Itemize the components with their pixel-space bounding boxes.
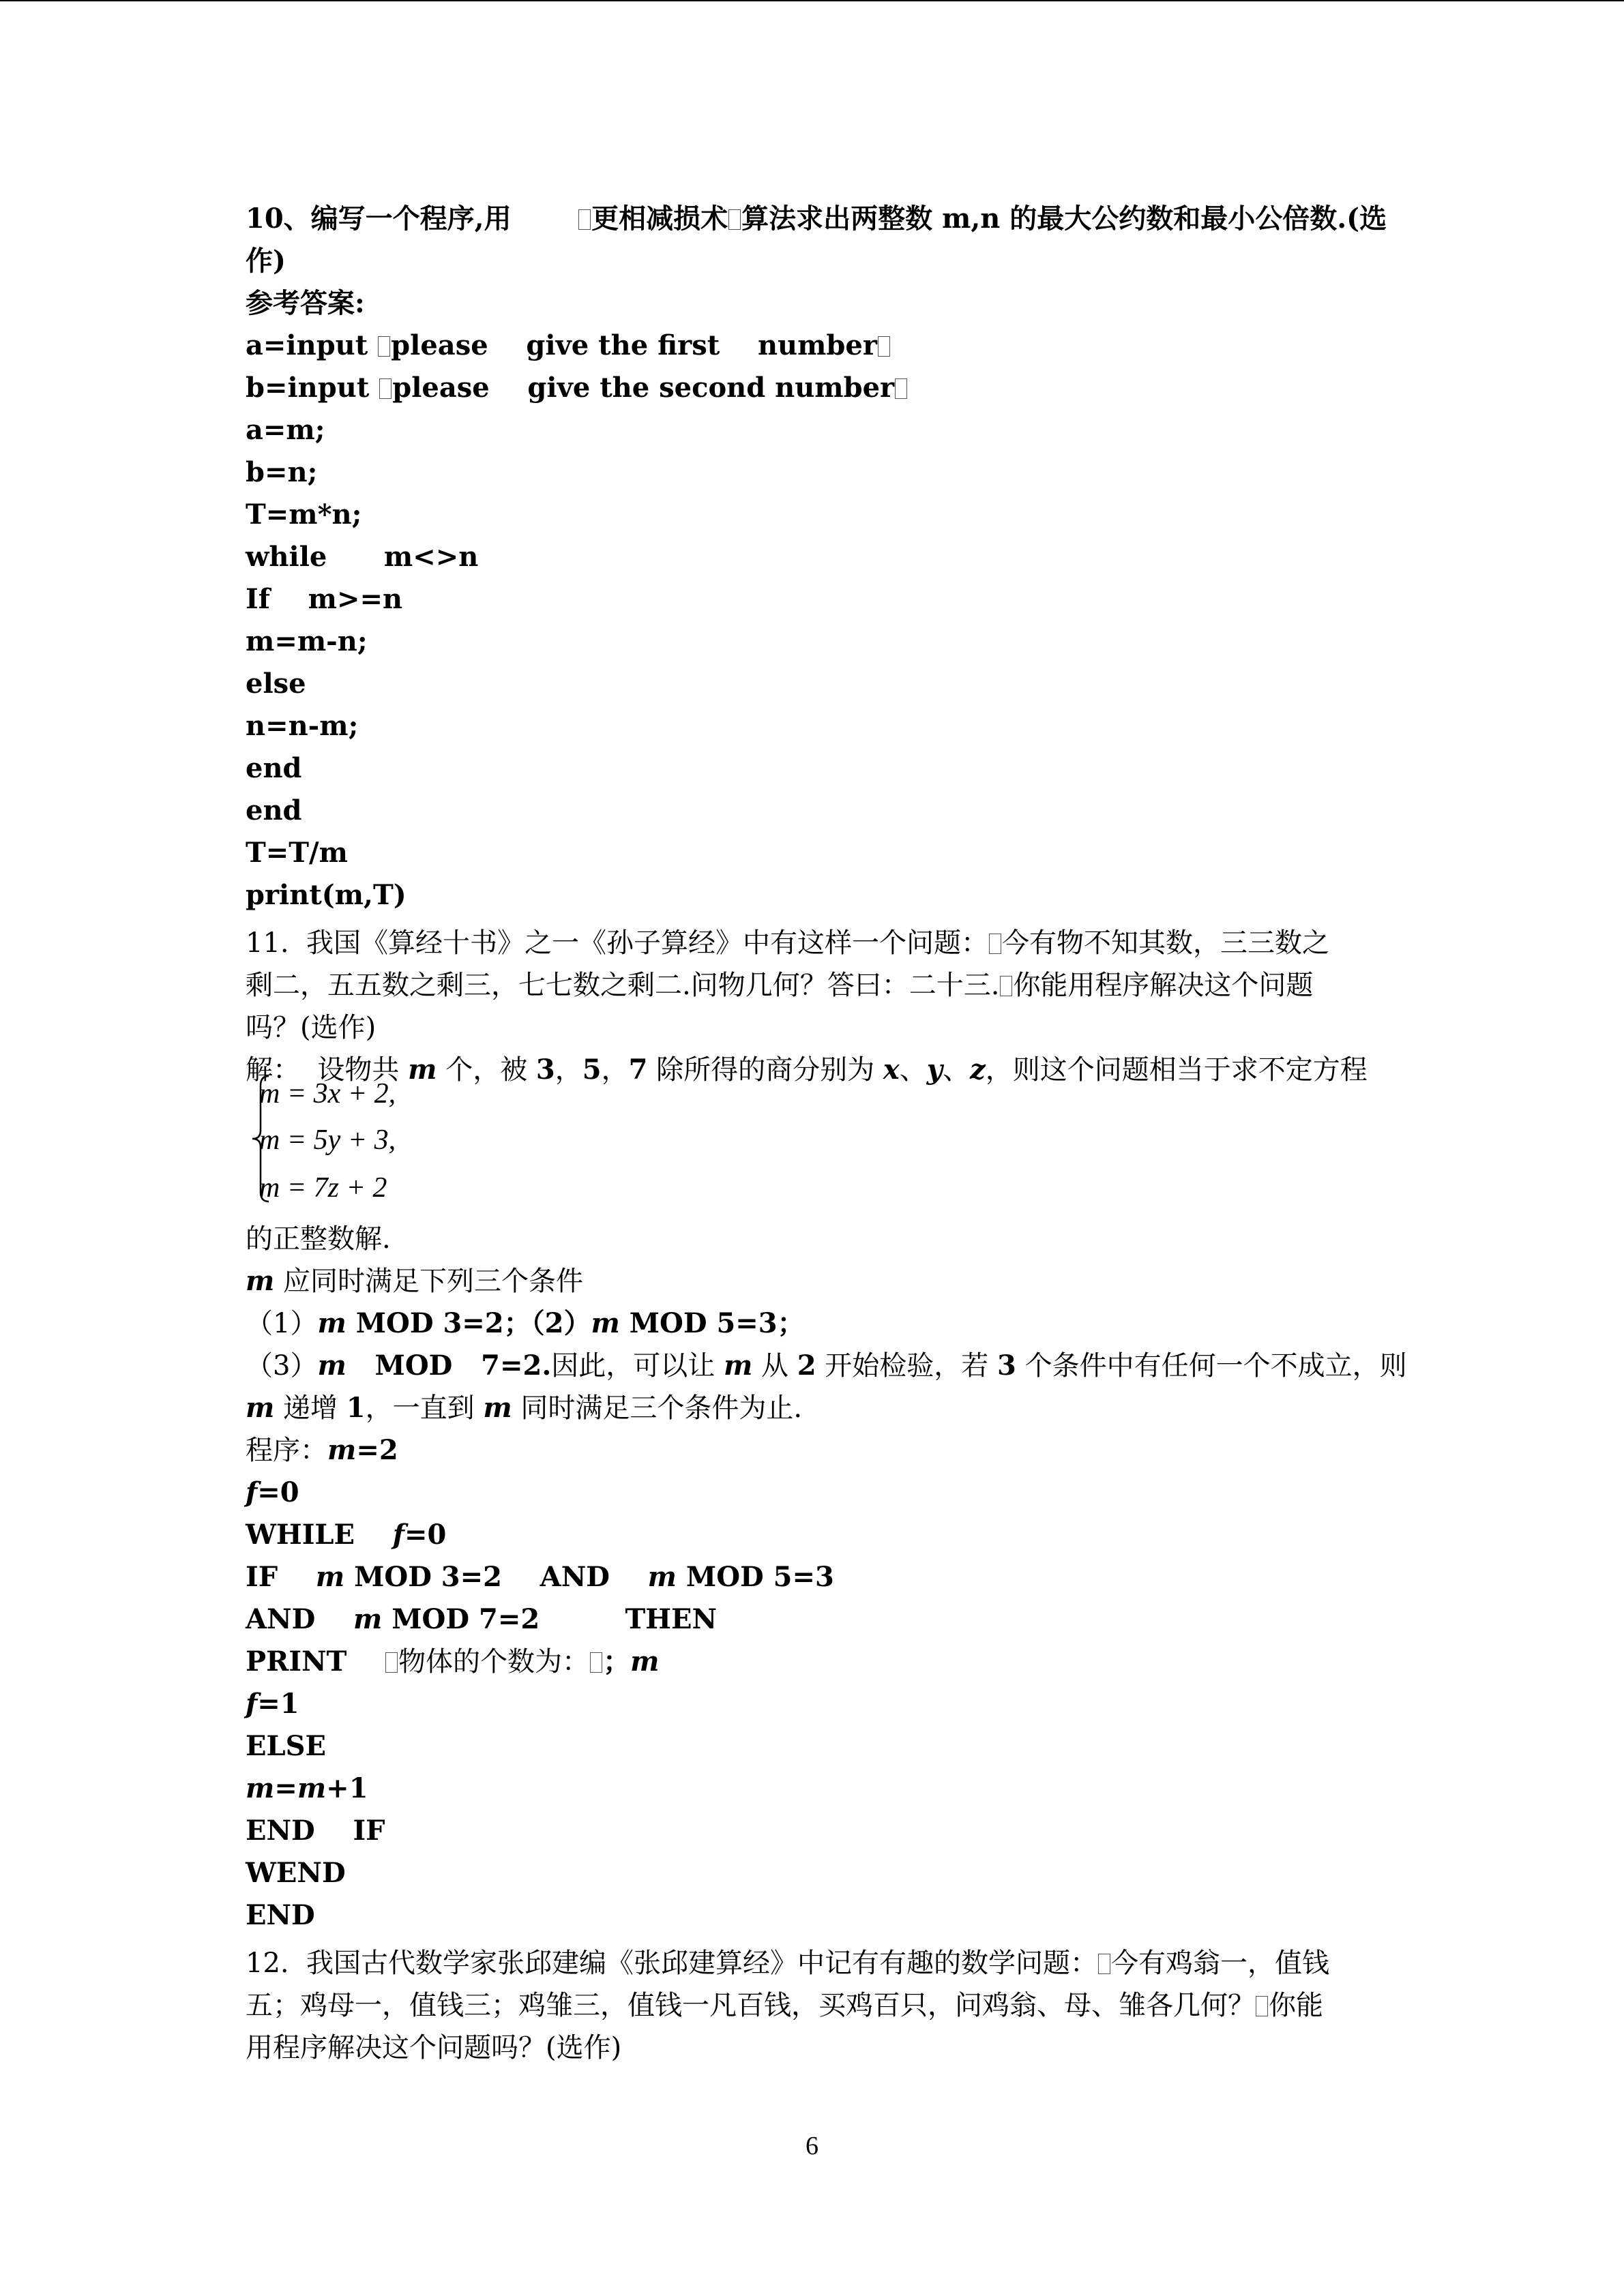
missing-glyph-icon xyxy=(379,378,392,399)
code-line: IF m MOD 3=2 AND m MOD 5=3 xyxy=(246,1561,834,1593)
code-line: WEND xyxy=(246,1857,346,1889)
q11-condition: （1）m MOD 3=2；（2）m MOD 5=3； xyxy=(246,1307,805,1339)
missing-glyph-icon xyxy=(878,336,890,357)
missing-glyph-icon xyxy=(590,1652,602,1673)
code-line: b=input please give the second number xyxy=(246,367,1378,409)
missing-glyph-icon xyxy=(895,378,907,399)
q10-title: 10、编写一个程序,用 更相减损术 算法求出两整数 m,n 的最大公约数和最小公倍数.(选 xyxy=(246,203,1387,235)
code-line: print(m,T) xyxy=(246,879,407,911)
code-line: If m>=n xyxy=(246,583,403,615)
code-line: else xyxy=(246,668,306,700)
code-line: PRINT 物体的个数为： ；m xyxy=(246,1645,660,1678)
q11-condition: （3）m MOD 7=2.因此，可以让 m 从 2 开始检验，若 3 个条件中有任何一个不成立，则 xyxy=(246,1350,1407,1382)
code-line: END xyxy=(246,1899,315,1931)
q12-text: 12. 我国古代数学家张邱建编《张邱建算经》中记有有趣的数学问题： 今有鸡翁一，值钱 xyxy=(246,1948,1330,1979)
q10-answer-label: 参考答案: xyxy=(246,287,365,319)
code-line: f=0 xyxy=(246,1476,299,1508)
q11-text: 吗？(选作) xyxy=(246,1012,377,1043)
code-line: n=n-m; xyxy=(246,710,359,742)
q12-text: 五；鸡母一，值钱三；鸡雏三，值钱一凡百钱，买鸡百只，问鸡翁、母、雏各几何？ 你能 xyxy=(246,1990,1323,2021)
q11-solution: 解： 设物共 m 个，被 3，5，7 除所得的商分别为 x、y、z，则这个问题相当于求不定方程 xyxy=(246,1054,1368,1086)
q11-condition: m 递增 1，一直到 m 同时满足三个条件为止. xyxy=(246,1392,803,1424)
missing-glyph-icon xyxy=(578,209,591,230)
q11-text: 11. 我国《算经十书》之一《孙子算经》中有这样一个问题： 今有物不知其数，三三数之 xyxy=(246,927,1330,959)
missing-glyph-icon xyxy=(1000,976,1012,996)
page-number: 6 xyxy=(806,2132,818,2160)
top-border xyxy=(0,0,1624,1)
q11-text: m 应同时满足下列三个条件 xyxy=(246,1265,584,1297)
missing-glyph-icon xyxy=(378,336,390,357)
q11-text: 的正整数解. xyxy=(246,1223,391,1255)
missing-glyph-icon xyxy=(1256,1996,1268,2016)
missing-glyph-icon xyxy=(989,934,1001,954)
code-line: end xyxy=(246,752,302,784)
missing-glyph-icon xyxy=(385,1652,398,1673)
q10-title-cont: 作) xyxy=(246,245,286,277)
code-line: ELSE xyxy=(246,1730,326,1762)
code-line: a=m; xyxy=(246,414,325,446)
code-line: a=input please give the first number xyxy=(246,325,1378,367)
code-line: while m<>n xyxy=(246,541,479,573)
code-line: T=m*n; xyxy=(246,498,362,531)
code-line: T=T/m xyxy=(246,837,348,869)
equation-1: m = 3x + 2, xyxy=(259,1078,396,1109)
equation-3: m = 7z + 2 xyxy=(259,1172,387,1204)
code-line: END IF xyxy=(246,1815,385,1847)
code-line: m=m+1 xyxy=(246,1772,368,1804)
missing-glyph-icon xyxy=(728,209,741,230)
code-line: m=m-n; xyxy=(246,625,368,657)
code-line: AND m MOD 7=2 THEN xyxy=(246,1603,718,1635)
q11-text: 剩二，五五数之剩三，七七数之剩二.问物几何？答曰：二十三. 你能用程序解决这个问题 xyxy=(246,970,1314,1001)
program-label: 程序：m=2 xyxy=(246,1434,398,1466)
code-line: f=1 xyxy=(246,1688,299,1720)
code-line: end xyxy=(246,794,302,826)
code-line: WHILE f=0 xyxy=(246,1519,447,1551)
missing-glyph-icon xyxy=(1098,1954,1110,1974)
code-line: b=n; xyxy=(246,456,318,488)
equation-2: m = 5y + 3, xyxy=(259,1124,396,1156)
q12-text: 用程序解决这个问题吗？(选作) xyxy=(246,2032,622,2063)
